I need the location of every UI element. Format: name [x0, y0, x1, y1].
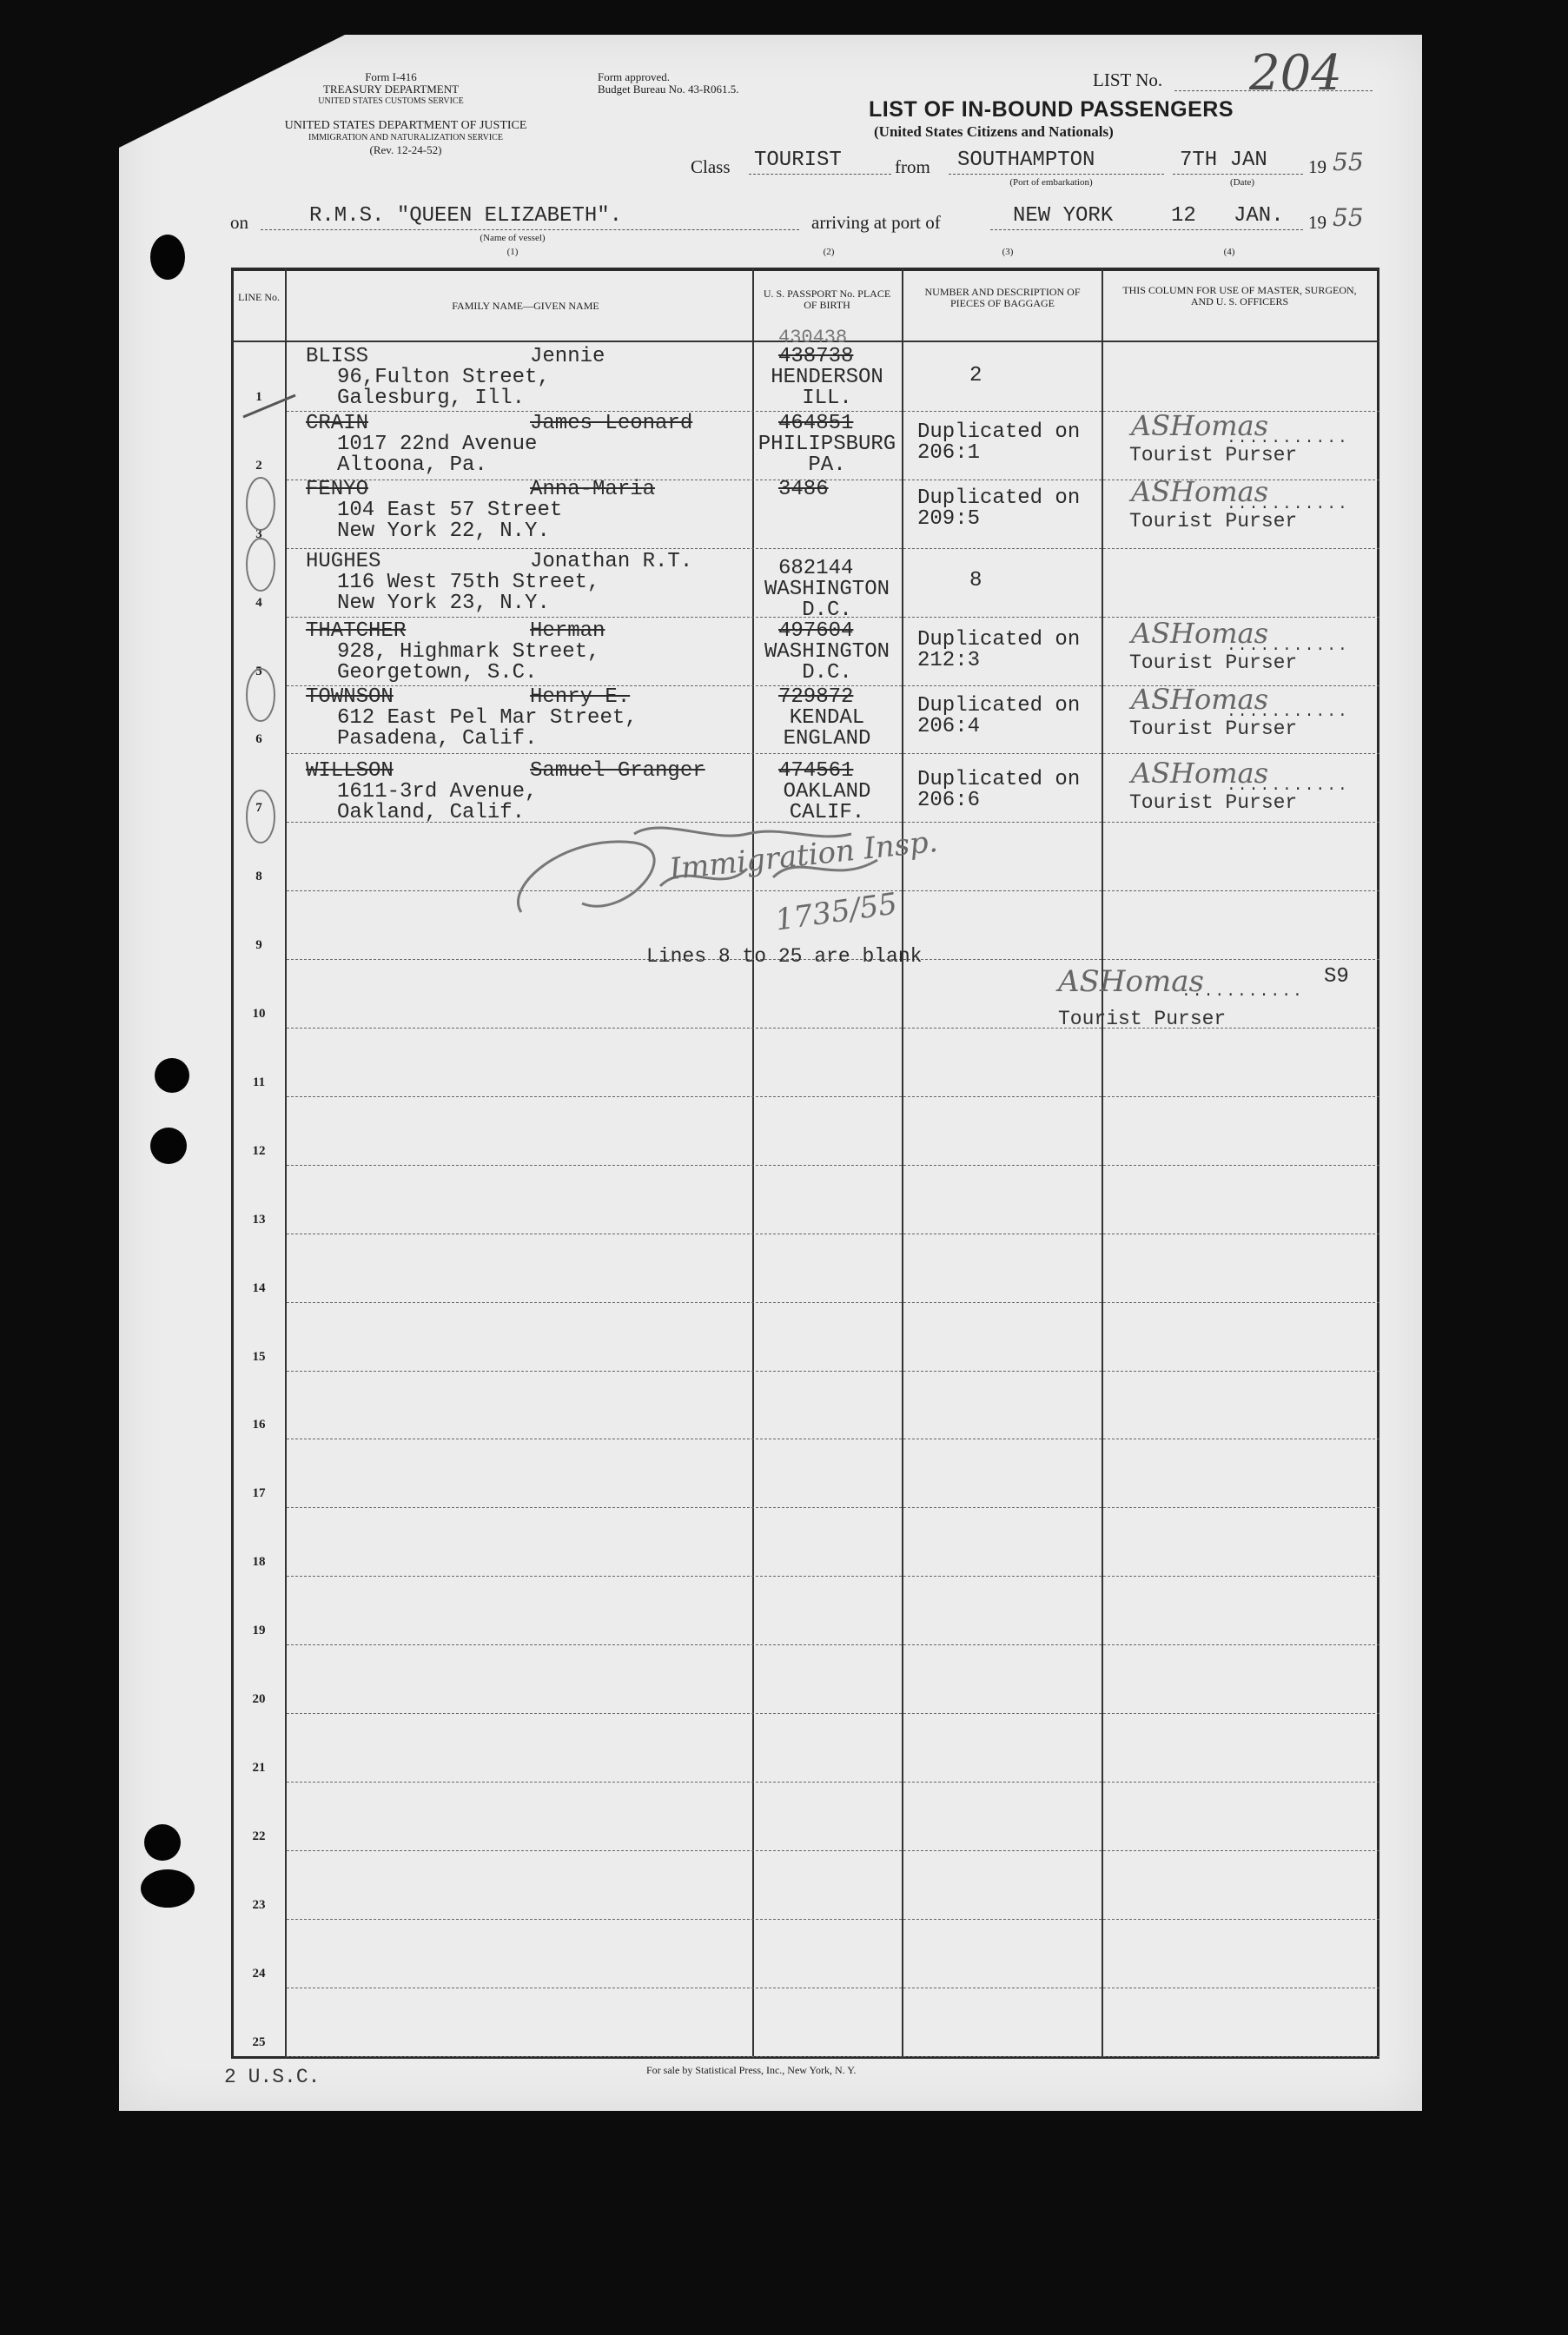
line-number: 8	[255, 870, 262, 884]
blank-lines-note: Lines 8 to 25 are blank	[646, 945, 923, 968]
row-separator	[287, 1576, 1379, 1577]
form-approved: Form approved.	[598, 70, 671, 83]
officer-role: Tourist Purser	[1129, 510, 1298, 532]
birth-place-2: CALIF.	[789, 801, 865, 824]
caption-2: (2)	[823, 247, 835, 257]
line-number: 1	[255, 389, 262, 404]
year-suffix-2: 55	[1333, 203, 1364, 232]
baggage-description: 2	[969, 364, 982, 387]
passenger-given-name: Anna-Maria	[530, 478, 656, 501]
passenger-family-name: CRAIN	[306, 412, 369, 435]
line-number: 10	[252, 1007, 266, 1021]
row-separator	[287, 1096, 1379, 1097]
passenger-family-name: BLISS	[306, 345, 369, 368]
from-caption: (Port of embarkation)	[1009, 177, 1093, 188]
class-value: TOURIST	[754, 149, 842, 172]
passport-number: 497604	[778, 619, 854, 643]
officer-signature-dots: ...........	[1227, 777, 1349, 795]
embarkation-date: 7TH JAN	[1180, 149, 1267, 172]
passenger-family-name: WILLSON	[306, 759, 394, 783]
revision-date: (Rev. 12-24-52)	[369, 143, 442, 156]
punch-hole	[150, 1128, 187, 1164]
line-number: 13	[252, 1212, 266, 1227]
arrival-day: 12	[1171, 204, 1196, 228]
line-number: 6	[255, 732, 262, 747]
colhead-name: FAMILY NAME—GIVEN NAME	[452, 300, 599, 312]
passenger-address-1: 1017 22nd Avenue	[337, 433, 538, 456]
line-number: 24	[252, 1966, 266, 1981]
passenger-address-1: 104 East 57 Street	[337, 499, 563, 522]
row-separator	[287, 1850, 1379, 1851]
officer-signature: ASHomas	[1131, 757, 1269, 790]
passenger-given-name: Jennie	[530, 345, 605, 368]
passenger-address-1: 928, Highmark Street,	[337, 640, 600, 664]
line-number: 19	[252, 1624, 266, 1638]
line-number: 25	[252, 2034, 266, 2049]
year-prefix-2: 19	[1308, 212, 1327, 233]
customs-service: UNITED STATES CUSTOMS SERVICE	[318, 96, 464, 106]
baggage-description: Duplicated on	[917, 694, 1081, 718]
line-number: 12	[252, 1143, 266, 1158]
row-separator	[287, 1644, 1379, 1645]
baggage-reference: 209:5	[917, 507, 981, 531]
inspector-text: Immigration Insp.	[667, 824, 940, 888]
final-code: S9	[1324, 965, 1349, 989]
line-number: 23	[252, 1897, 266, 1912]
on-label: on	[230, 212, 248, 233]
justice-dept: UNITED STATES DEPARTMENT OF JUSTICE	[284, 119, 527, 132]
line-number: 16	[252, 1418, 266, 1432]
punch-hole	[141, 1869, 195, 1908]
baggage-reference: 206:4	[917, 715, 981, 738]
line-number: 5	[255, 664, 262, 678]
punch-hole	[155, 1058, 189, 1093]
punch-hole	[144, 1824, 181, 1861]
list-no-label: LIST No.	[1093, 69, 1163, 90]
row-separator	[287, 2056, 1379, 2057]
caption-3: (3)	[1002, 247, 1014, 257]
line-number: 17	[252, 1486, 266, 1501]
arriving-label: arriving at port of	[811, 212, 941, 233]
passenger-given-name: James Leonard	[530, 412, 693, 435]
caption-1: (1)	[506, 247, 519, 257]
vessel-caption: (Name of vessel)	[480, 233, 546, 243]
birth-place-1: KENDAL	[789, 706, 865, 730]
baggage-description: Duplicated on	[917, 420, 1081, 444]
line-number: 3	[255, 526, 262, 541]
birth-place-1: HENDERSON	[771, 366, 883, 389]
arrival-port: NEW YORK	[1013, 204, 1114, 228]
birth-place-1: WASHINGTON	[764, 640, 890, 664]
class-line	[749, 174, 891, 175]
row-separator	[287, 1371, 1379, 1372]
caption-4: (4)	[1223, 247, 1235, 257]
baggage-reference: 206:6	[917, 789, 981, 812]
officer-role: Tourist Purser	[1129, 652, 1298, 674]
birth-place-2: ILL.	[802, 387, 852, 410]
final-role: Tourist Purser	[1058, 1008, 1227, 1030]
passenger-family-name: THATCHER	[306, 619, 407, 643]
passenger-address-2: New York 23, N.Y.	[337, 592, 550, 615]
officer-signature: ASHomas	[1131, 617, 1269, 650]
birth-place-2: ENGLAND	[783, 727, 871, 751]
row-separator	[287, 1782, 1379, 1783]
line-number: 21	[252, 1760, 266, 1775]
budget-bureau: Budget Bureau No. 43-R061.5.	[598, 83, 739, 96]
line-number: 7	[255, 801, 262, 816]
officer-signature-dots: ...........	[1227, 638, 1349, 655]
passenger-given-name: Samuel Granger	[530, 759, 705, 783]
passenger-address-2: Georgetown, S.C.	[337, 661, 538, 685]
line-number: 4	[255, 595, 262, 610]
officer-signature: ASHomas	[1131, 683, 1269, 716]
officer-role: Tourist Purser	[1129, 791, 1298, 814]
passport-number: 438738	[778, 345, 854, 368]
row-separator	[287, 1165, 1379, 1166]
form-approved-block	[598, 71, 738, 96]
baggage-reference: 212:3	[917, 649, 981, 672]
row-separator	[287, 1713, 1379, 1714]
passenger-address-1: 116 West 75th Street,	[337, 571, 600, 594]
vessel-line	[261, 229, 799, 230]
date-line	[1173, 174, 1303, 175]
baggage-reference: 206:1	[917, 441, 981, 465]
treasury-dept: TREASURY DEPARTMENT	[322, 83, 460, 96]
row-separator	[287, 1507, 1379, 1508]
line-number: 18	[252, 1555, 266, 1570]
row-separator	[287, 1919, 1379, 1920]
line-number: 22	[252, 1829, 266, 1843]
immigration-service: IMMIGRATION AND NATURALIZATION SERVICE	[308, 133, 503, 142]
final-signature: ASHomas	[1058, 964, 1204, 999]
officer-signature-dots: ...........	[1227, 430, 1349, 447]
passenger-address-2: Pasadena, Calif.	[337, 727, 538, 751]
passport-number: 3486	[778, 478, 829, 501]
officer-signature-dots: ...........	[1227, 496, 1349, 513]
baggage-description: 8	[969, 569, 982, 592]
line-number: 2	[255, 458, 262, 473]
passenger-address-2: Galesburg, Ill.	[337, 387, 526, 410]
list-no-value: 204	[1249, 45, 1342, 102]
document-subtitle: (United States Citizens and Nationals)	[874, 123, 1114, 140]
arrival-line	[990, 229, 1303, 230]
punch-hole	[150, 235, 185, 280]
passenger-family-name: TOWNSON	[306, 685, 394, 709]
passenger-given-name: Herman	[530, 619, 605, 643]
line-number: 9	[255, 938, 262, 953]
date-caption: (Date)	[1229, 177, 1255, 188]
class-label: Class	[691, 156, 731, 177]
officer-role: Tourist Purser	[1129, 718, 1298, 740]
col-divider-passport	[902, 268, 903, 2059]
birth-place-1: OAKLAND	[783, 780, 871, 804]
arrival-month: JAN.	[1234, 204, 1284, 228]
header-form-number	[295, 71, 486, 108]
passport-number: 729872	[778, 685, 854, 709]
passenger-address-2: New York 22, N.Y.	[337, 519, 550, 543]
year-suffix-1: 55	[1333, 148, 1364, 176]
margin-checkmarks	[217, 347, 304, 869]
line-number: 15	[252, 1349, 266, 1364]
passenger-address-2: Oakland, Calif.	[337, 801, 526, 824]
birth-place-1: PHILIPSBURG	[758, 433, 896, 456]
officer-signature-dots: ...........	[1227, 704, 1349, 721]
passenger-address-1: 612 East Pel Mar Street,	[337, 706, 638, 730]
baggage-description: Duplicated on	[917, 628, 1081, 652]
passport-number: 464851	[778, 412, 854, 435]
birth-place-2: PA.	[808, 453, 846, 477]
line-number: 20	[252, 1692, 266, 1706]
passenger-given-name: Henry E.	[530, 685, 631, 709]
colhead-officers: THIS COLUMN FOR USE OF MASTER, SURGEON, AND U. S. OFFICERS	[1122, 284, 1357, 308]
officer-signature: ASHomas	[1131, 409, 1269, 442]
passport-correction: 430438	[778, 327, 848, 348]
colhead-passport: U. S. PASSPORT No. PLACE OF BIRTH	[763, 288, 891, 311]
officer-role: Tourist Purser	[1129, 444, 1298, 466]
line-number: 11	[252, 1075, 266, 1089]
col-divider-baggage	[1102, 268, 1103, 2059]
final-signature-dots: ...........	[1181, 983, 1304, 1001]
passenger-address-2: Altoona, Pa.	[337, 453, 487, 477]
row-separator	[287, 1302, 1379, 1303]
embarkation-port: SOUTHAMPTON	[957, 149, 1095, 172]
birth-place-2: D.C.	[802, 661, 852, 685]
birth-place-2: D.C.	[802, 599, 852, 622]
passport-number: 474561	[778, 759, 854, 783]
year-prefix-1: 19	[1308, 156, 1327, 177]
footer-printer: For sale by Statistical Press, Inc., New York, N. Y.	[646, 2064, 857, 2076]
passenger-address-1: 96,Fulton Street,	[337, 366, 550, 389]
baggage-description: Duplicated on	[917, 486, 1081, 510]
birth-place-1: WASHINGTON	[764, 578, 890, 601]
header-justice-block	[236, 120, 575, 156]
from-label: from	[895, 156, 930, 177]
handwritten-fraction: 1735/55	[772, 886, 900, 938]
row-separator	[287, 548, 1379, 549]
passenger-given-name: Jonathan R.T.	[530, 550, 693, 573]
passenger-family-name: HUGHES	[306, 550, 381, 573]
passenger-family-name: FENYO	[306, 478, 369, 501]
passenger-address-1: 1611-3rd Avenue,	[337, 780, 538, 804]
vessel-name: R.M.S. "QUEEN ELIZABETH".	[309, 204, 623, 228]
row-separator	[287, 753, 1379, 754]
colhead-line: LINE No.	[238, 291, 280, 303]
line-number: 14	[252, 1280, 266, 1295]
col-divider-name	[752, 268, 754, 2059]
form-number: Form I-416	[365, 70, 417, 83]
document-title: LIST OF IN-BOUND PASSENGERS	[869, 97, 1234, 122]
footer-left-code: 2 U.S.C.	[224, 2066, 321, 2088]
passport-number: 682144	[778, 557, 854, 580]
from-line	[949, 174, 1164, 175]
officer-signature: ASHomas	[1131, 475, 1269, 508]
baggage-description: Duplicated on	[917, 768, 1081, 791]
colhead-baggage: NUMBER AND DESCRIPTION OF PIECES OF BAGGAGE	[924, 286, 1081, 309]
